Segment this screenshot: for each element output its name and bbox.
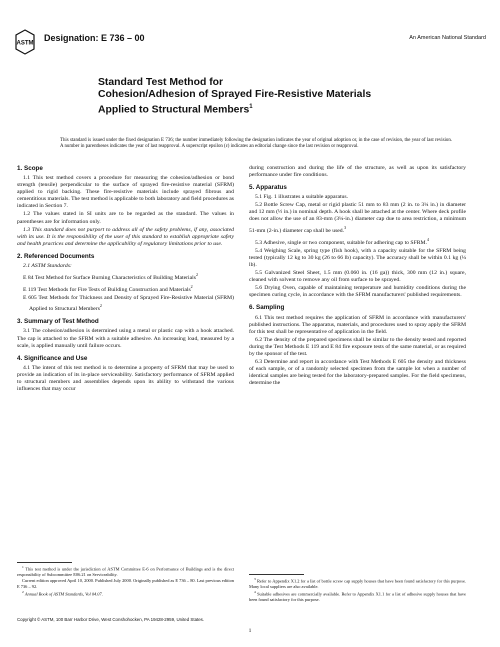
footnotes-left	[17, 565, 234, 597]
left-column	[17, 165, 234, 394]
title-line-2: Cohesion/Adhesion of Sprayed Fire-Resistive Materials	[98, 89, 372, 101]
section-heading-summary: 3. Summary of Test Method	[17, 318, 99, 326]
standard-type: An American National Standard	[409, 35, 486, 41]
section-heading-significance: 4. Significance and Use	[17, 354, 88, 362]
reference-e605: E 605 Test Methods for Thickness and Density of Sprayed Fire-Resistive Material (SFRM) Applied to Structural Members$^2$	[23, 295, 234, 313]
paragraph-6-2: 6.2 The density of the prepared specimens shall be similar to the density tested and reported during the Test Methods E 119 and E 84 fire exposure tests of the same material, or as required by the sponsor of the test.	[249, 336, 466, 357]
title-line-1: Standard Test Method for	[98, 77, 224, 88]
footnote-4: $^4$ Suitable adhesives are commercially available. Refer to Appendix X1.1 for a list of adhesive supply houses that have been found satisfactory for this purpose.	[249, 590, 466, 603]
paragraph-4-1: 4.1 The intent of this test method is to determine a property of SFRM that may be used to provide an indication of its in-place serviceability. Satisfactory performance of SFRM applied to structural members and assemblies depends upon its ability to withstand the various influences that may occur	[17, 364, 234, 392]
footnote-1-edition: Current edition approved April 10, 2000. Published July 2000. Originally published as E 736 – 80. Last previous edition E 736 – 92.	[17, 578, 234, 589]
reference-e119: E 119 Test Methods for Fire Tests of Building Construction and Materials$^2$	[23, 284, 193, 294]
right-column	[249, 165, 466, 389]
page-number: 1	[248, 628, 252, 634]
paragraph-5-1: 5.1 Fig. 1 illustrates a suitable apparatus.	[255, 194, 349, 201]
footnote-divider-right	[249, 574, 304, 575]
paragraph-2-1: 2.1 ASTM Standards:	[23, 262, 72, 269]
paragraph-6-1: 6.1 This test method requires the application of SFRM in accordance with manufacturers' published instructions. The apparatus, materials, and procedures used to spray apply the SFRM for this test shall be representative of application in the field.	[249, 314, 466, 335]
paragraph-1-3: 1.3 This standard does not purport to address all of the safety problems, if any, associated with its use. It is the responsibility of the user of this standard to establish appropriate safety and health practices and determine the applicability of regulatory limitations prior to use.	[17, 226, 234, 247]
paragraph-3-1: 3.1 The cohesion/adhesion is determined using a metal or plastic cap with a hook attached. The cap is attached to the SFRM with a suitable adhesive. An increasing load, measured by a scale, is applied manually until failure occurs.	[17, 328, 234, 349]
footnote-divider-left	[17, 562, 72, 563]
issued-note: This standard is issued under the fixed designation E 736; the number immediately following the designation indicates the year of original adoption or, in the case of revision, the year of last revision. A number in parentheses indicates the year of last reapproval. A superscript epsilon (ε) indicates an editorial change since the last revision or reapproval.	[60, 138, 452, 150]
footnote-3: $^3$ Refer to Appendix X1.2 for a list of bottle screw cap supply houses that have been found satisfactory for this purpose. Many local suppliers are also available.	[249, 577, 466, 589]
designation: Designation: E 736 – 00	[44, 33, 145, 43]
paragraph-5-5: 5.5 Galvanized Steel Sheet, 1.5 mm (0.060 in. (16 ga)) thick, 300 mm (12 in.) square, cleaned with solvent to remove any oil from surface to be sprayed.	[249, 270, 466, 284]
paragraph-4-1-continued: during construction and during the life of the structure, as well as upon its satisfactory performance under fire conditions.	[249, 165, 466, 179]
section-heading-apparatus: 5. Apparatus	[249, 184, 287, 192]
section-heading-referenced-documents: 2. Referenced Documents	[17, 252, 95, 260]
paragraph-5-3: 5.3 Adhesive, single or two component, suitable for adhering cap to SFRM.$^4$	[255, 236, 430, 246]
paragraph-1-2: 1.2 The values stated in SI units are to be regarded as the standard. The values in parentheses are for information only.	[17, 211, 234, 225]
copyright-notice: Copyright © ASTM, 100 Barr Harbor Drive, West Conshohocken, PA 19428-2959, United States.	[17, 617, 205, 622]
footnotes-right	[249, 577, 466, 603]
astm-logo-icon	[15, 29, 35, 55]
document-title	[98, 77, 418, 117]
paragraph-5-4: 5.4 Weighing Scale, spring type (fish hook), with a capacity suitable for the SFRM being tested (typically 12 kg to 30 kg (26 to 66 lb) capacity). The accuracy shall be within 0.1 kg (¼ lb).	[249, 247, 466, 268]
paragraph-5-6: 5.6 Drying Oven, capable of maintaining temperature and humidity conditions during the specimen curing cycle, in accordance with the SFRM manufacturers' published requirements.	[249, 285, 466, 299]
section-heading-sampling: 6. Sampling	[249, 304, 285, 312]
paragraph-1-1: 1.1 This test method covers a procedure for measuring the cohesion/adhesion or bond strength (tensile) perpendicular to the surface of sprayed fire-resistive material (SFRM) applied to rigid backing. These fire-resistive materials include sprayed fibrous and cementitious materials. The test method is applicable to both laboratory and field procedures as indicated in Section 7.	[17, 175, 234, 210]
title-line-3: Applied to Structural Members$^1$	[98, 104, 253, 116]
reference-e84: E 84 Test Method for Surface Burning Characteristics of Building Materials$^2$	[23, 272, 198, 282]
paragraph-6-3: 6.3 Determine and report in accordance with Test Methods E 605 the density and thickness of each sample, or of a randomly selected specimen from the sample lot when a number of identical samples are being tested for the laboratory-prepared samples. For the field specimens, determine the	[249, 359, 466, 387]
section-heading-scope: 1. Scope	[17, 165, 43, 172]
paragraph-5-2: 5.2 Bottle Screw Cap, metal or rigid plastic 51 mm to 83 mm (2 in. to 3¼ in.) in diameter and 12 mm (½ in.) in nominal depth. A hook shall be attached at the center. Where deck profile does not allow the use of an 83-mm (3¼-in.) diameter cap due to area restriction, a minimum 51-mm (2-in.) diameter cap shall be used.$^3$	[249, 202, 466, 234]
logo-lettering: ASTM	[16, 40, 34, 47]
footnote-2: $^2$ Annual Book of ASTM Standards, Vol 04.07.	[22, 589, 103, 597]
footnote-1: $^1$ This test method is under the jurisdiction of ASTM Committee E-6 on Performance of Buildings and is the direct responsibility of Subcommittee E06.21 on Serviceability.	[17, 565, 234, 577]
